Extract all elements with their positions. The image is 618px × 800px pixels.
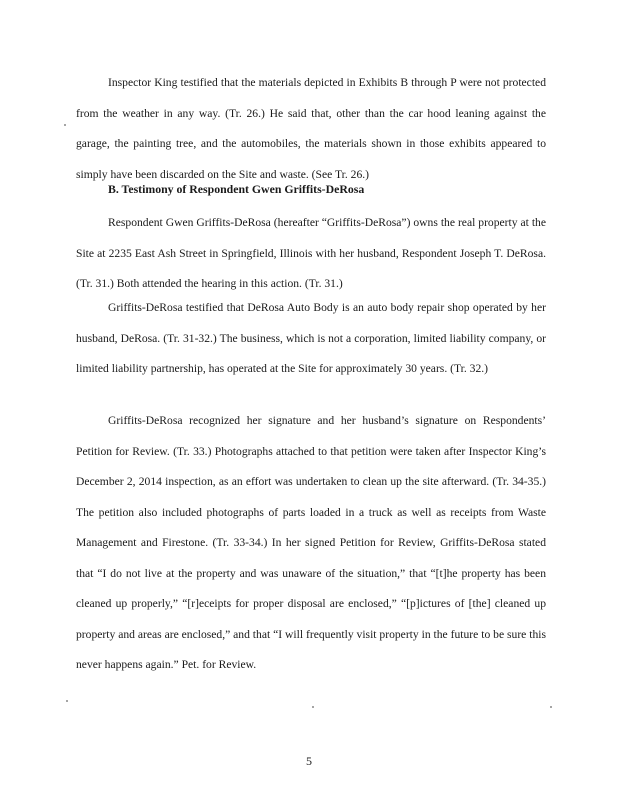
page-number: 5 bbox=[306, 754, 312, 768]
paragraph-business: Griffits-DeRosa testified that DeRosa Auto Body is an auto body repair shop operated by her husband, DeRosa. (Tr. 31-32.) The business, which is not a corporation, limited liability company, or limited liability partnership, has operated at the Site for approximately 30 years. (Tr. 32.) bbox=[76, 301, 546, 375]
paragraph-ownership: Respondent Gwen Griffits-DeRosa (hereafter “Griffits-DeRosa”) owns the real property at the Site at 2235 East Ash Street in Springfield, Illinois with her husband, Respondent Joseph T. DeRosa. (Tr. 31.) Both attended the hearing in this action. (Tr. 31.) bbox=[76, 216, 546, 290]
section-heading: B. Testimony of Respondent Gwen Griffits-DeRosa bbox=[108, 182, 365, 196]
scan-speck bbox=[312, 706, 314, 708]
scan-speck bbox=[64, 124, 66, 126]
scan-speck bbox=[66, 700, 68, 702]
scan-speck bbox=[550, 706, 552, 708]
paragraph-inspector-king: Inspector King testified that the materials depicted in Exhibits B through P were not protected from the weather in any way. (Tr. 26.) He said that, other than the car hood leaning against the garage, the painting tree, and the automobiles, the materials shown in those exhibits appeared to simply have been discarded on the Site and waste. (See Tr. 26.) bbox=[76, 76, 546, 181]
paragraph-petition: Griffits-DeRosa recognized her signature and her husband’s signature on Respondents’ Petition for Review. (Tr. 33.) Photographs attached to that petition were taken after Inspector King’s December 2, 2014 inspection, as an effort was undertaken to clean up the site afterward. (Tr. 34-35.) The petition also included photographs of parts loaded in a truck as well as receipts from Waste Management and Firestone. (Tr. 33-34.) In her signed Petition for Review, Griffits-DeRosa stated that “I do not live at the property and was unaware of the situation,” that “[t]he property has been cleaned up properly,” “[r]eceipts for proper disposal are enclosed,” “[p]ictures of [the] cleaned up property and areas are enclosed,” and that “I will frequently visit property in the future to be sure this never happens again.” Pet. for Review. bbox=[76, 414, 546, 671]
